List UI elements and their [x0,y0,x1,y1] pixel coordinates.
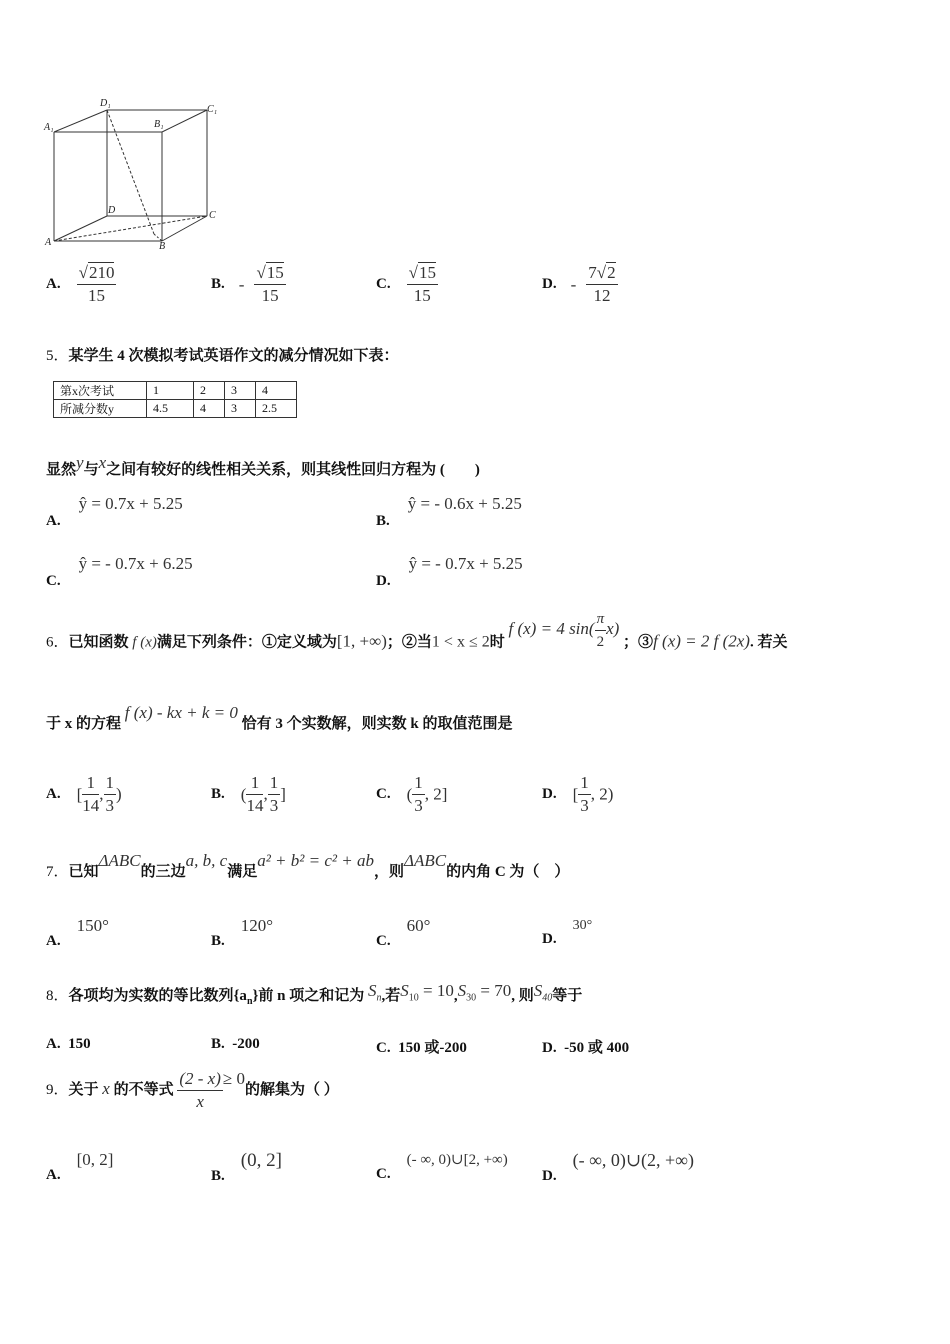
q9-option-a[interactable]: A. [0, 2] [46,1150,114,1183]
q4-option-d[interactable]: D. - $\frac{7√2}{12}$ [542,263,616,305]
q7-option-b[interactable]: B. 120° [211,916,274,949]
q5-option-b[interactable]: B. ŷ = - 0.6x + 5.25 [376,494,522,529]
q4-a-fraction: $\frac{√210}{15}$ [78,263,115,305]
q9-fraction: $\frac{(2 - x)}{x}$ [179,1069,221,1111]
q9-option-b[interactable]: B. (0, 2] [211,1150,282,1184]
q6-option-c[interactable]: C. ( $\frac{1}{3}$ , 2] [376,773,448,815]
q5-stem: 5．某学生 4 次模拟考试英语作文的减分情况如下表： [46,348,399,364]
q6-option-a[interactable]: A. [ $\frac{1}{14}$ , $\frac{1}{3}$ ) [46,773,122,815]
label-a: A [45,237,52,248]
q7-option-c[interactable]: C. 60° [376,916,431,949]
q5-option-c[interactable]: C. ŷ = - 0.7x + 6.25 [46,554,193,589]
q5-option-d[interactable]: D. ŷ = - 0.7x + 5.25 [376,554,523,589]
q8-option-a[interactable]: A. 150 [46,1036,91,1052]
q4-c-fraction: $\frac{√15}{15}$ [408,263,436,305]
q6-stem: 6．已知函数 f (x)满足下列条件：①定义域为[1, +∞)；②当1 < x ≤ 2时 f (x) = 4 sin( $\frac{\pi}{2}$ x) ；③f (x) = 2 f (2x). 若关 [46,620,787,665]
q4-option-a[interactable]: A. $\frac{√210}{15}$ [46,263,115,305]
q5-table: 第x次考试 1 2 3 4 所减分数y 4.5 4 3 2.5 [53,381,297,418]
q5-option-a[interactable]: A. ŷ = 0.7x + 5.25 [46,494,183,529]
label-c: C [209,210,216,221]
q7-stem: 7．已知ΔABC的三边a, b, c满足a² + b² = c² + ab，则ΔABC的内角 C 为（ ） [46,851,570,880]
q5-stem-2: 显然y与x之间有较好的线性相关关系，则其线性回归方程为 ( ) [46,453,480,478]
q6-stem-2: 于 x 的方程 f (x) - kx + k = 0 恰有 3 个实数解，则实数 k 的取值范围是 [46,703,513,732]
label-a1: A₁ [44,122,54,133]
q9-option-d[interactable]: D. (- ∞, 0)∪(2, +∞) [542,1150,694,1184]
label-d: D [108,205,116,216]
q8-stem: 8．各项均为实数的等比数列$\{a_n\}$前 n 项之和记为 $S_n$,若$S_{10} = 10,S_{30} = 70$, 则$S_{40}$等于 [46,981,583,1007]
q6-option-b[interactable]: B. ( $\frac{1}{14}$ , $\frac{1}{3}$ ] [211,773,286,815]
q8-option-d[interactable]: D. -50 或 400 [542,1040,630,1056]
q6-option-d[interactable]: D. [ $\frac{1}{3}$ , 2) [542,773,614,815]
q9-option-c[interactable]: C. (- ∞, 0)∪[2, +∞) [376,1152,508,1182]
q4-option-c[interactable]: C. $\frac{√15}{15}$ [376,263,436,305]
q7-option-a[interactable]: A. 150° [46,916,109,949]
q9-stem: 9．关于 x 的不等式 $\frac{(2 - x)}{x}$ ≥ 0的解集为（ ） [46,1068,339,1111]
q8-option-c[interactable]: C. 150 或-200 [376,1040,467,1056]
cube-figure [42,96,232,256]
q4-b-fraction: $\frac{√15}{15}$ [256,263,284,305]
q4-d-fraction: $\frac{7√2}{12}$ [588,263,616,305]
label-b: B [159,241,166,252]
q8-option-b[interactable]: B. -200 [211,1036,260,1052]
q4-option-b[interactable]: B. - $\frac{√15}{15}$ [211,263,284,305]
label-b1: B₁ [154,119,164,130]
label-c1: C₁ [207,104,218,115]
q7-option-d[interactable]: D. 30° [542,918,593,947]
label-d1: D₁ [100,98,111,109]
